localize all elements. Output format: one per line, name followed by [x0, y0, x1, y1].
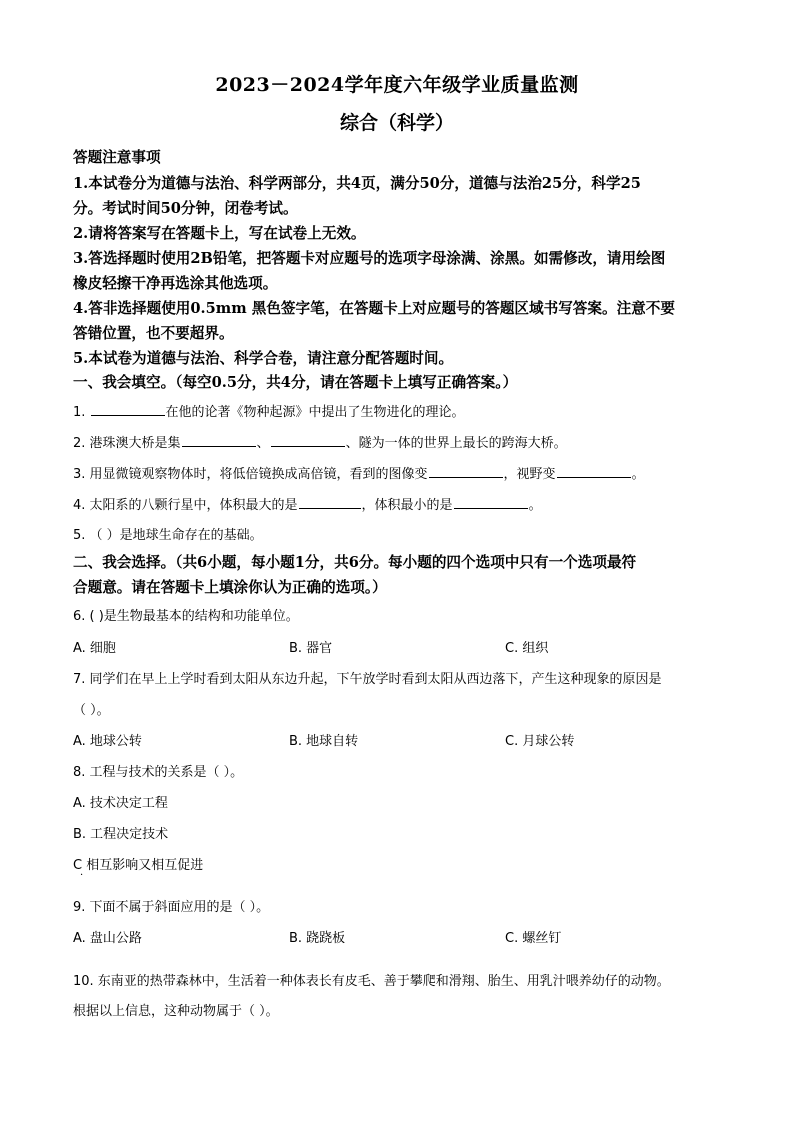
question-6-option-a[interactable]: A. 细胞	[73, 641, 116, 656]
question-7-option-b[interactable]: B. 地球自转	[289, 734, 359, 749]
section1-heading: 一、我会填空。（每空0.5分，共4分，请在答题卡上填写正确答案。）	[73, 374, 518, 391]
question-9-option-a[interactable]: A. 盘山公路	[73, 931, 142, 946]
question-6-option-c[interactable]: C. 组织	[505, 641, 549, 656]
question-3	[73, 463, 645, 482]
question-4-text-mid: ，体积最小的是	[361, 498, 453, 513]
question-7-option-c[interactable]: C. 月球公转	[505, 734, 575, 749]
answer-blank[interactable]	[299, 494, 361, 509]
question-1-text: 在他的论著《物种起源》中提出了生物进化的理论。	[165, 405, 465, 420]
question-5: 5. （ ）是地球生命存在的基础。	[73, 528, 263, 543]
question-1	[73, 401, 465, 420]
stray-dot: ·	[80, 870, 84, 881]
notice-line-5: 5.本试卷为道德与法治、科学合卷，请注意分配答题时间。	[73, 350, 454, 367]
answer-blank[interactable]	[91, 401, 165, 416]
question-1-number: 1.	[73, 405, 86, 420]
question-2	[73, 432, 567, 451]
question-9-option-b[interactable]: B. 跷跷板	[289, 931, 346, 946]
question-8-option-a[interactable]: A. 技术决定工程	[73, 796, 168, 811]
answer-blank[interactable]	[182, 432, 256, 447]
section2-heading-a: 二、我会选择。（共6小题，每小题1分，共6分。每小题的四个选项中只有一个选项最符	[73, 554, 637, 571]
notice-line-4b: 答错位置，也不要超界。	[73, 325, 234, 342]
notice-line-4a: 4.答非选择题使用0.5mm 黑色签字笔，在答题卡上对应题号的答题区域书写答案。注意不要	[73, 300, 675, 317]
question-8-stem: 8. 工程与技术的关系是（ ）。	[73, 765, 244, 780]
question-7-option-a[interactable]: A. 地球公转	[73, 734, 142, 749]
answer-blank[interactable]	[557, 463, 631, 478]
question-7-stem-b: （ ）。	[73, 703, 110, 718]
question-2-text: 2. 港珠澳大桥是集	[73, 436, 181, 451]
section2-heading-b: 合题意。请在答题卡上填涂你认为正确的选项。）	[73, 579, 387, 596]
question-2-separator: 、	[256, 436, 270, 451]
notice-heading: 答题注意事项	[73, 149, 161, 166]
question-2-text-end: 、隧为一体的世界上最长的跨海大桥。	[345, 436, 567, 451]
question-9-stem: 9. 下面不属于斜面应用的是（ ）。	[73, 900, 270, 915]
question-8-option-c[interactable]: C 相互影响又相互促进	[73, 858, 204, 873]
notice-line-3b: 橡皮轻擦干净再选涂其他选项。	[73, 275, 278, 292]
notice-line-1b: 分。考试时间50分钟，闭卷考试。	[73, 200, 298, 217]
question-7-stem-a: 7. 同学们在早上上学时看到太阳从东边升起，下午放学时看到太阳从西边落下，产生这种现象的原因是	[73, 672, 662, 687]
question-10-stem-b: 根据以上信息，这种动物属于（ ）。	[73, 1004, 279, 1019]
question-4	[73, 494, 542, 513]
question-6-stem: 6. ( )是生物最基本的结构和功能单位。	[73, 609, 299, 624]
question-6-option-b[interactable]: B. 器官	[289, 641, 333, 656]
question-3-text-mid: ，视野变	[503, 467, 556, 482]
exam-subtitle: 综合（科学）	[339, 112, 454, 134]
question-4-text: 4. 太阳系的八颗行星中，体积最大的是	[73, 498, 298, 513]
answer-blank[interactable]	[271, 432, 345, 447]
question-10-stem-a: 10. 东南亚的热带森林中，生活着一种体表长有皮毛、善于攀爬和滑翔、胎生、用乳汁喂养幼仔的动物。	[73, 974, 670, 989]
question-3-text-end: 。	[631, 467, 645, 482]
notice-line-1a: 1.本试卷分为道德与法治、科学两部分，共4页，满分50分，道德与法治25分，科学25	[73, 175, 641, 192]
notice-line-2: 2.请将答案写在答题卡上，写在试卷上无效。	[73, 225, 366, 242]
question-8-option-b[interactable]: B. 工程决定技术	[73, 827, 169, 842]
notice-line-3a: 3.答选择题时使用2B铅笔，把答题卡对应题号的选项字母涂满、涂黑。如需修改，请用绘图	[73, 250, 666, 267]
question-4-text-end: 。	[528, 498, 542, 513]
answer-blank[interactable]	[454, 494, 528, 509]
answer-blank[interactable]	[429, 463, 503, 478]
question-3-text: 3. 用显微镜观察物体时，将低倍镜换成高倍镜，看到的图像变	[73, 467, 428, 482]
question-9-option-c[interactable]: C. 螺丝钉	[505, 931, 562, 946]
exam-title: 2023－2024学年度六年级学业质量监测	[215, 74, 579, 96]
